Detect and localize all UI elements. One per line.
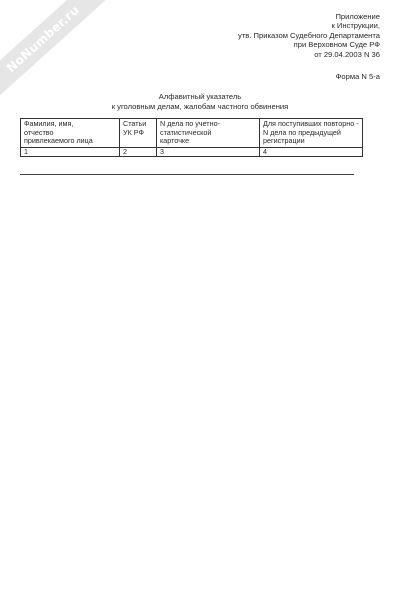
column-number-cell: 3 — [157, 147, 260, 157]
approval-line: Приложение — [335, 12, 380, 21]
header-cell-repeat-case: Для поступивших повторно - N дела по предыдущей регистрации — [260, 119, 363, 148]
watermark-band — [0, 0, 122, 96]
column-number-cell: 4 — [260, 147, 363, 157]
header-cell-case-number: N дела по учетно- статистической карточке — [157, 119, 260, 148]
form-number: Форма N 5-а — [335, 72, 380, 81]
approval-line: при Верховном Суде РФ — [293, 40, 380, 50]
table-number-row — [21, 147, 363, 157]
header-cell-name: Фамилия, имя, отчество привлекаемого лица — [21, 119, 120, 148]
title-line-2: к уголовным делам, жалобам частного обвинения — [111, 101, 289, 111]
watermark — [0, 0, 136, 96]
table-header-row — [21, 119, 363, 148]
separator-line — [20, 174, 354, 175]
document-title — [0, 92, 400, 111]
approval-block — [238, 12, 380, 59]
watermark-text: NoNumber.ru — [3, 2, 83, 76]
approval-line: к Инструкции, — [331, 21, 380, 31]
header-cell-articles: Статьи УК РФ — [120, 119, 157, 148]
title-line-1: Алфавитный указатель — [158, 92, 242, 101]
approval-line: утв. Приказом Судебного Департамента — [238, 30, 380, 40]
approval-line: от 29.04.2003 N 36 — [314, 49, 380, 59]
column-number-cell: 1 — [21, 147, 120, 157]
index-table — [20, 118, 363, 157]
column-number-cell: 2 — [120, 147, 157, 157]
